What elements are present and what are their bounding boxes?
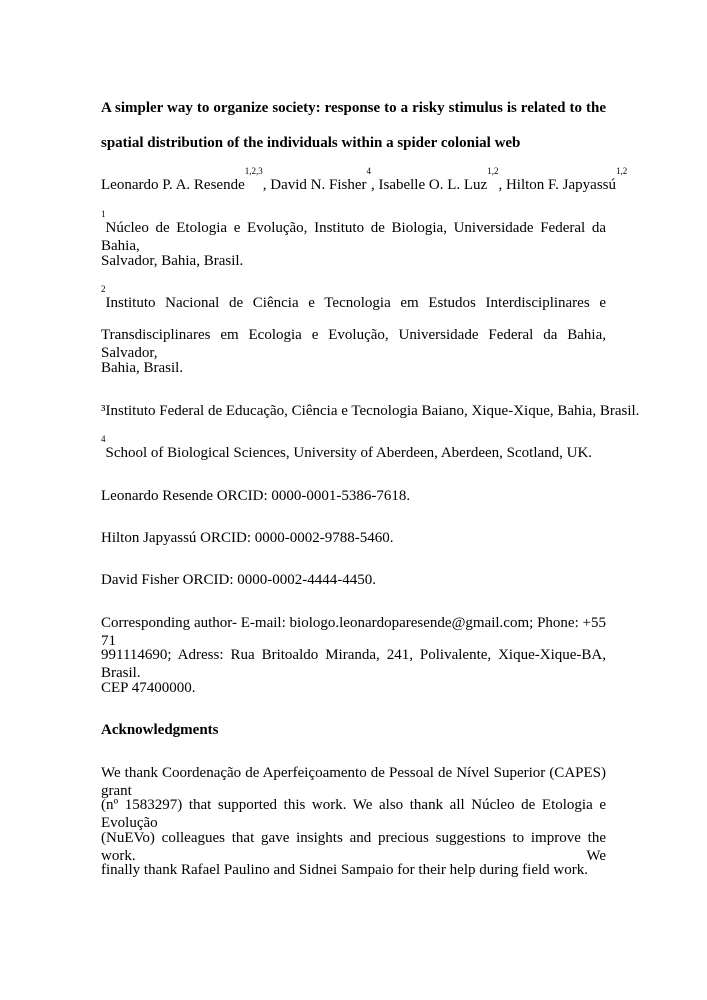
acknowledgments-line-3: (NuEVo) colleagues that gave insights and precious suggestions to improve the work. We (101, 830, 606, 864)
affiliation-1-line-2: Salvador, Bahia, Brasil. (101, 253, 244, 269)
affiliation-text: Núcleo de Etologia e Evolução, Instituto de Biologia, Universidade Federal da Bahia, (101, 220, 606, 254)
author-affiliation-mark: 1,2 (487, 166, 499, 176)
affiliation-2-line-3: Bahia, Brasil. (101, 360, 184, 376)
author-name: David N. Fisher (270, 177, 367, 193)
acknowledgments-line-1: We thank Coordenação de Aperfeiçoamento de Pessoal de Nível Superior (CAPES) grant (101, 765, 606, 799)
affiliation-mark: 2 (101, 284, 106, 294)
affiliation-2-line-1 (101, 284, 606, 312)
author-name: Isabelle O. L. Luz (378, 177, 488, 193)
title-line-2: spatial distribution of the individuals within a spider colonial web (101, 135, 521, 151)
orcid-resende: Leonardo Resende ORCID: 0000-0001-5386-7618. (101, 488, 411, 504)
affiliation-mark: 4 (101, 434, 106, 444)
affiliation-text: Instituto Nacional de Ciência e Tecnologia em Estudos Interdisciplinares e (105, 295, 606, 311)
author-list: Leonardo P. A. Resende$^{1,2,3}$, David N. Fisher$^4$, Isabelle O. L. Luz$^{1,2}$, Hilton F. Japyassú$^{1,2}$ (101, 166, 628, 193)
corresponding-line-3: CEP 47400000. (101, 680, 196, 696)
corresponding-line-1: Corresponding author- E-mail: biologo.leonardoparesende@gmail.com; Phone: +55 71 (101, 615, 606, 649)
acknowledgments-line-2: (nº 1583297) that supported this work. We also thank all Núcleo de Etologia e Evolução (101, 797, 606, 831)
affiliation-2-line-2: Transdisciplinares em Ecologia e Evolução, Universidade Federal da Bahia, Salvador, (101, 327, 606, 361)
title-line-1: A simpler way to organize society: response to a risky stimulus is related to the (101, 100, 606, 116)
author-name: Hilton F. Japyassú (505, 177, 617, 193)
author-name: Leonardo P. A. Resende (101, 177, 245, 193)
author-affiliation-mark: 1,2,3 (244, 166, 263, 176)
corresponding-line-2: 991114690; Adress: Rua Britoaldo Miranda, 241, Polivalente, Xique-Xique-BA, Brasil. (101, 647, 606, 681)
acknowledgments-heading: Acknowledgments (101, 722, 219, 738)
acknowledgments-line-4: finally thank Rafael Paulino and Sidnei Sampaio for their help during field work. (101, 862, 588, 878)
affiliation-mark: 1 (101, 209, 106, 219)
author-affiliation-mark: 4 (366, 166, 371, 176)
author-affiliation-mark: 1,2 (616, 166, 628, 176)
affiliation-3: ³Instituto Federal de Educação, Ciência e Tecnologia Baiano, Xique-Xique, Bahia, Brasil. (101, 403, 640, 419)
affiliation-1-line-1 (101, 209, 606, 255)
affiliation-4 (101, 434, 593, 462)
affiliation-text: School of Biological Sciences, University of Aberdeen, Aberdeen, Scotland, UK. (105, 445, 593, 461)
orcid-japyassu: Hilton Japyassú ORCID: 0000-0002-9788-5460. (101, 530, 394, 546)
orcid-fisher: David Fisher ORCID: 0000-0002-4444-4450. (101, 572, 376, 588)
